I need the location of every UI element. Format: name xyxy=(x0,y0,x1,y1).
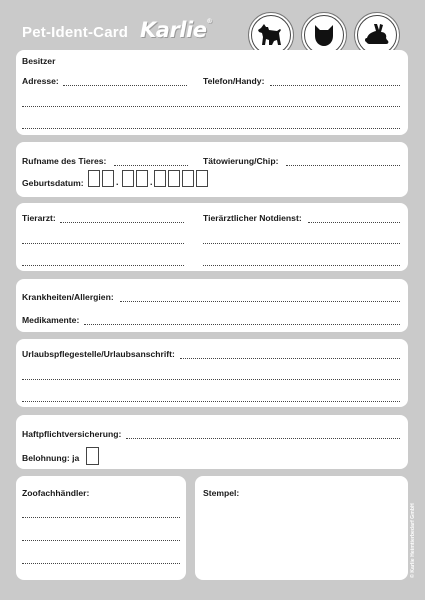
address-label: Adresse: xyxy=(22,76,59,86)
owner-heading: Besitzer xyxy=(22,56,56,66)
vet-panel xyxy=(16,203,408,271)
emergency-vet-field[interactable] xyxy=(308,222,400,223)
reward-checkbox[interactable] xyxy=(86,447,99,465)
birthdate-day-2[interactable] xyxy=(102,170,114,187)
card-title: Pet-Ident-Card xyxy=(22,24,129,41)
address-line-3[interactable] xyxy=(22,128,400,129)
birthdate-month-2[interactable] xyxy=(136,170,148,187)
holiday-address-field[interactable] xyxy=(180,358,400,359)
birthdate-separator-2: . xyxy=(150,177,153,187)
owner-panel xyxy=(16,50,408,135)
stamp-panel xyxy=(195,476,408,580)
pet-panel xyxy=(16,142,408,197)
vet-line-3[interactable] xyxy=(22,265,184,266)
address-line-2[interactable] xyxy=(22,106,400,107)
medication-field[interactable] xyxy=(84,324,400,325)
address-field[interactable] xyxy=(63,85,187,86)
liability-insurance-field[interactable] xyxy=(126,438,400,439)
phone-label: Telefon/Handy: xyxy=(203,76,265,86)
vet-label: Tierarzt: xyxy=(22,213,56,223)
insurance-panel xyxy=(16,415,408,469)
illness-allergy-field[interactable] xyxy=(120,301,400,302)
copyright-notice: © Karlie Heimtierbedarf GmbH xyxy=(410,503,416,578)
tattoo-chip-field[interactable] xyxy=(286,165,400,166)
dealer-panel xyxy=(16,476,186,580)
pet-shop-line-1[interactable] xyxy=(22,517,180,518)
pet-name-field[interactable] xyxy=(114,165,188,166)
pet-name-label: Rufname des Tieres: xyxy=(22,156,107,166)
vet-line-2[interactable] xyxy=(22,243,184,244)
holiday-line-2[interactable] xyxy=(22,379,400,380)
holiday-address-label: Urlaubspflegestelle/Urlaubsanschrift: xyxy=(22,349,175,359)
brand-registered-mark: ® xyxy=(206,18,212,25)
birthdate-year-2[interactable] xyxy=(168,170,180,187)
stamp-label: Stempel: xyxy=(203,488,240,498)
holiday-line-3[interactable] xyxy=(22,401,400,402)
phone-field[interactable] xyxy=(270,85,400,86)
health-panel xyxy=(16,279,408,332)
illness-allergy-label: Krankheiten/Allergien: xyxy=(22,292,114,302)
pet-shop-line-2[interactable] xyxy=(22,540,180,541)
brand-name: Karlie xyxy=(140,18,207,42)
birthdate-day-1[interactable] xyxy=(88,170,100,187)
tattoo-chip-label: Tätowierung/Chip: xyxy=(203,156,279,166)
birthdate-year-1[interactable] xyxy=(154,170,166,187)
holiday-panel xyxy=(16,339,408,407)
birthdate-separator-1: . xyxy=(116,177,119,187)
vet-field[interactable] xyxy=(60,222,184,223)
liability-insurance-label: Haftpflichtversicherung: xyxy=(22,429,122,439)
birthdate-year-3[interactable] xyxy=(182,170,194,187)
medication-label: Medikamente: xyxy=(22,315,80,325)
brand-logo xyxy=(140,18,212,42)
birthdate-label: Geburtsdatum: xyxy=(22,178,84,188)
emergency-vet-line-3[interactable] xyxy=(203,265,400,266)
stamp-area[interactable] xyxy=(203,504,399,574)
pet-shop-label: Zoofachhändler: xyxy=(22,488,90,498)
emergency-vet-label: Tierärztlicher Notdienst: xyxy=(203,213,302,223)
birthdate-month-1[interactable] xyxy=(122,170,134,187)
reward-label: Belohnung: ja xyxy=(22,453,80,463)
pet-shop-line-3[interactable] xyxy=(22,563,180,564)
emergency-vet-line-2[interactable] xyxy=(203,243,400,244)
birthdate-year-4[interactable] xyxy=(196,170,208,187)
